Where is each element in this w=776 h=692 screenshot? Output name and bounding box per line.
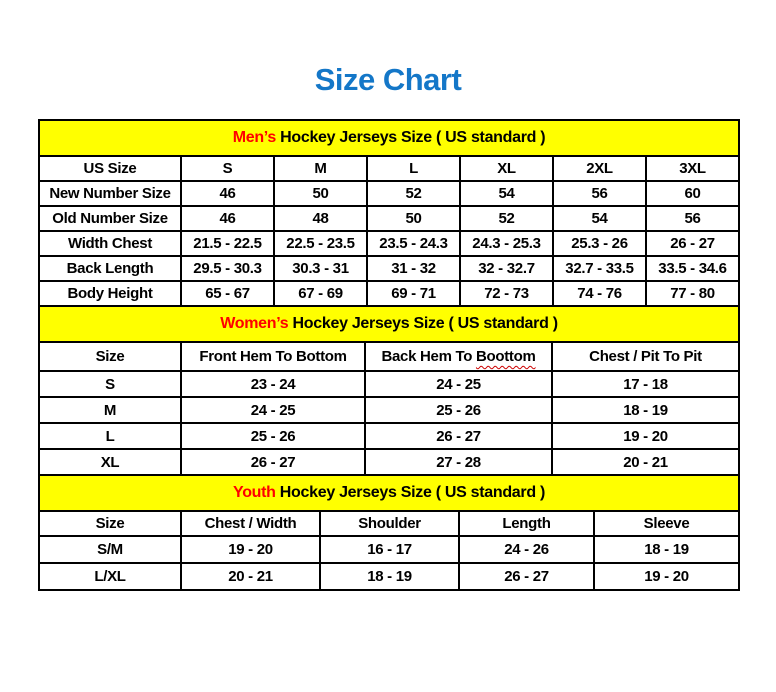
column-header-shoulder: Shoulder [320,511,459,536]
column-header-l: L [367,156,460,181]
value-cell: 32.7 - 33.5 [553,256,646,281]
value-cell: 65 - 67 [181,281,274,306]
table-row-womens-s [39,371,739,397]
value-cell: 60 [646,181,739,206]
youth-section-title-rest: Hockey Jerseys Size ( US standard ) [275,484,545,501]
value-cell: 19 - 20 [552,423,739,449]
value-cell: 67 - 69 [274,281,367,306]
column-header-length: Length [459,511,594,536]
value-cell: 26 - 27 [365,423,552,449]
row-label: XL [39,449,181,475]
value-cell: 52 [367,181,460,206]
value-cell: 48 [274,206,367,231]
value-cell: 17 - 18 [552,371,739,397]
value-cell: 25 - 26 [365,397,552,423]
value-cell: 54 [460,181,553,206]
value-cell: 19 - 20 [594,563,739,590]
mens-header-row [39,156,739,181]
row-label: S [39,371,181,397]
table-row-body-height [39,281,739,306]
column-header-s: S [181,156,274,181]
column-header-m: M [274,156,367,181]
column-header-front-hem: Front Hem To Bottom [181,342,365,371]
value-cell: 20 - 21 [181,563,320,590]
value-cell: 74 - 76 [553,281,646,306]
value-cell: 30.3 - 31 [274,256,367,281]
column-header-sleeve: Sleeve [594,511,739,536]
womens-section-band [39,306,739,342]
column-header-chest-pit: Chest / Pit To Pit [552,342,739,371]
row-label: Back Length [39,256,181,281]
value-cell: 24 - 25 [365,371,552,397]
row-label: L/XL [39,563,181,590]
table-row-width-chest [39,231,739,256]
value-cell: 26 - 27 [181,449,365,475]
value-cell: 69 - 71 [367,281,460,306]
column-header-xl: XL [460,156,553,181]
column-header-2xl: 2XL [553,156,646,181]
back-hem-label-prefix: Back Hem To [381,348,473,365]
value-cell: 24 - 26 [459,536,594,563]
column-header-chest-width: Chest / Width [181,511,320,536]
value-cell: 16 - 17 [320,536,459,563]
column-header-us-size: US Size [39,156,181,181]
table-row-womens-l [39,423,739,449]
value-cell: 26 - 27 [459,563,594,590]
value-cell: 18 - 19 [552,397,739,423]
mens-section-title [39,120,739,156]
row-label: S/M [39,536,181,563]
table-row-old-number-size [39,206,739,231]
value-cell: 24 - 25 [181,397,365,423]
row-label: New Number Size [39,181,181,206]
value-cell: 23 - 24 [181,371,365,397]
value-cell: 25 - 26 [181,423,365,449]
row-label: Old Number Size [39,206,181,231]
column-header-back-hem [365,342,552,371]
value-cell: 31 - 32 [367,256,460,281]
table-row-womens-xl [39,449,739,475]
value-cell: 56 [646,206,739,231]
youth-size-table [38,474,740,591]
youth-section-title-highlight: Youth [233,484,276,501]
mens-section-title-rest: Hockey Jerseys Size ( US standard ) [275,129,546,146]
table-row-new-number-size [39,181,739,206]
table-row-youth-lxl [39,563,739,590]
value-cell: 52 [460,206,553,231]
value-cell: 54 [553,206,646,231]
value-cell: 33.5 - 34.6 [646,256,739,281]
value-cell: 77 - 80 [646,281,739,306]
youth-section-band [39,475,739,511]
womens-size-table [38,305,740,476]
value-cell: 50 [367,206,460,231]
value-cell: 24.3 - 25.3 [460,231,553,256]
womens-header-row [39,342,739,371]
column-header-size: Size [39,511,181,536]
column-header-size: Size [39,342,181,371]
value-cell: 46 [181,181,274,206]
value-cell: 72 - 73 [460,281,553,306]
value-cell: 18 - 19 [594,536,739,563]
value-cell: 46 [181,206,274,231]
youth-section-title [39,475,739,511]
column-header-3xl: 3XL [646,156,739,181]
value-cell: 27 - 28 [365,449,552,475]
value-cell: 32 - 32.7 [460,256,553,281]
value-cell: 25.3 - 26 [553,231,646,256]
row-label: Width Chest [39,231,181,256]
value-cell: 20 - 21 [552,449,739,475]
value-cell: 26 - 27 [646,231,739,256]
row-label: L [39,423,181,449]
value-cell: 21.5 - 22.5 [181,231,274,256]
womens-section-title-highlight: Women’s [220,315,289,332]
value-cell: 19 - 20 [181,536,320,563]
row-label: Body Height [39,281,181,306]
youth-header-row [39,511,739,536]
table-row-back-length [39,256,739,281]
value-cell: 29.5 - 30.3 [181,256,274,281]
womens-section-title [39,306,739,342]
value-cell: 22.5 - 23.5 [274,231,367,256]
mens-size-table [38,119,740,307]
back-hem-misspelled-word: Boottom [475,348,536,365]
value-cell: 56 [553,181,646,206]
mens-section-title-highlight: Men’s [232,129,276,146]
size-chart [38,119,740,591]
table-row-womens-m [39,397,739,423]
value-cell: 18 - 19 [320,563,459,590]
womens-section-title-rest: Hockey Jerseys Size ( US standard ) [288,315,558,332]
mens-section-band [39,120,739,156]
row-label: M [39,397,181,423]
value-cell: 23.5 - 24.3 [367,231,460,256]
table-row-youth-sm [39,536,739,563]
value-cell: 50 [274,181,367,206]
page-title: Size Chart [314,62,462,97]
